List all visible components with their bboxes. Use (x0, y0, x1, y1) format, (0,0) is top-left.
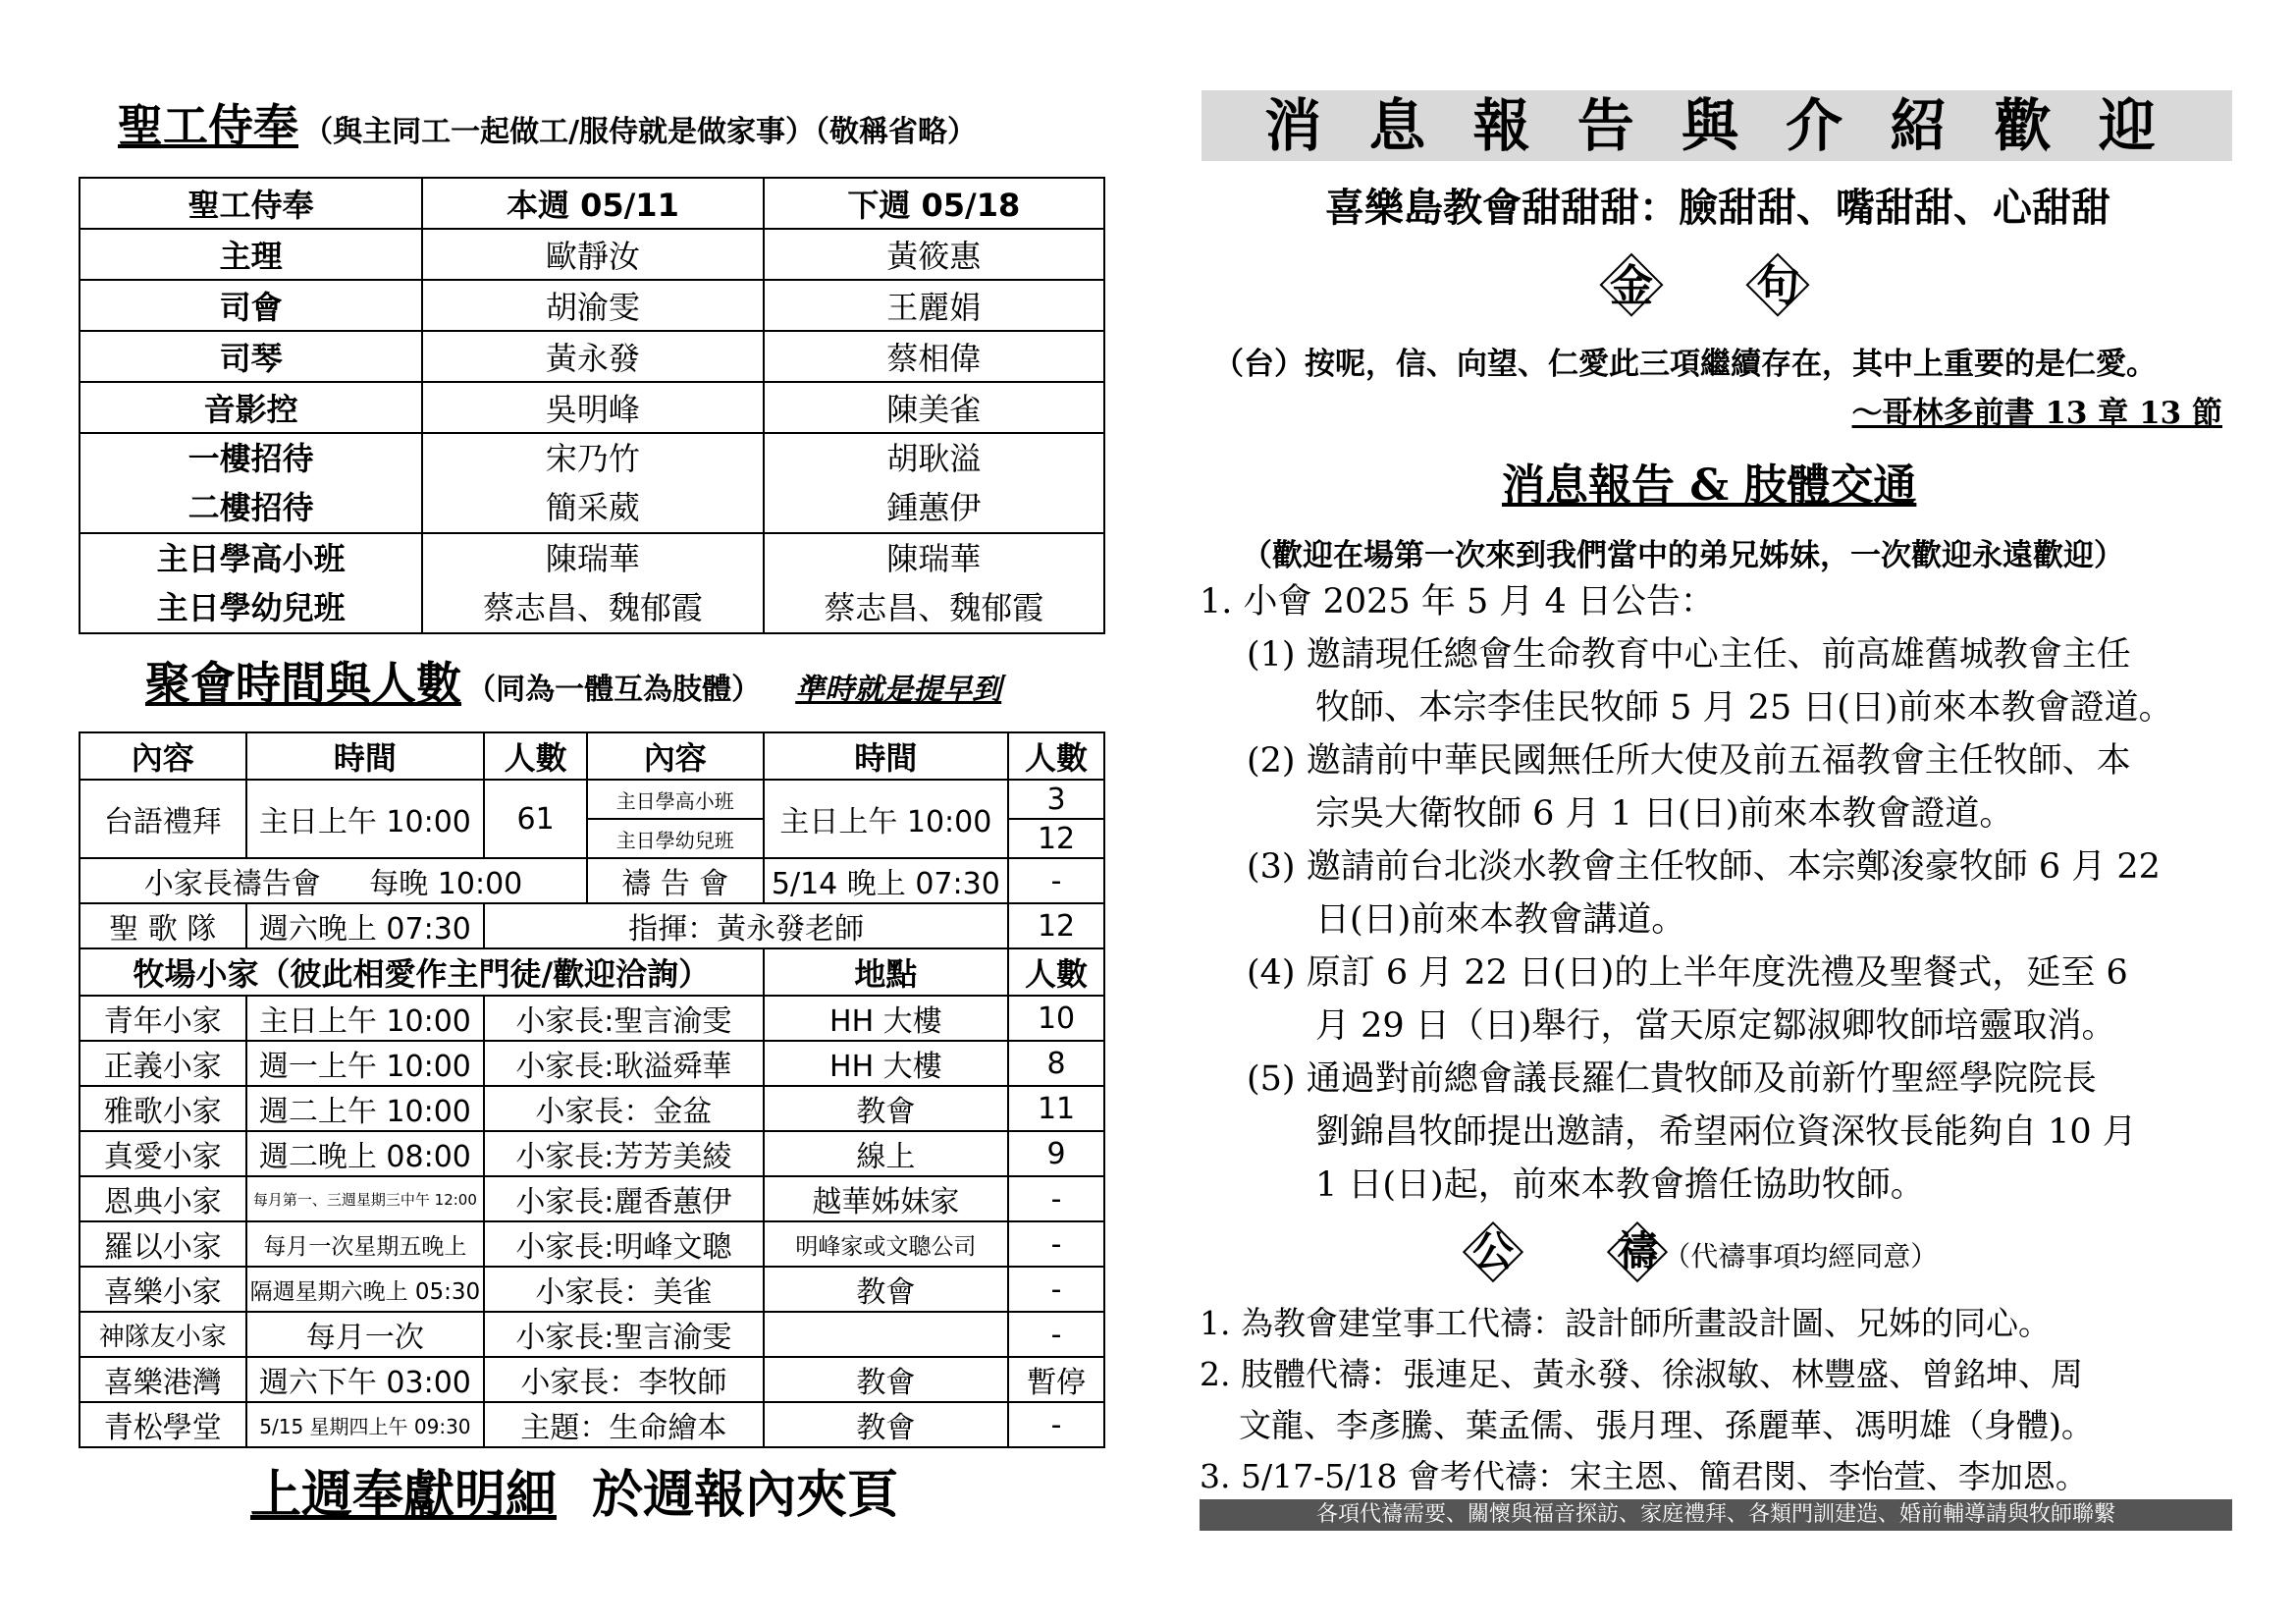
group-time: 週二晚上 08:00 (246, 1131, 485, 1176)
next-week-cell: 黃筱惠 (764, 229, 1104, 280)
meeting-title: 聚會時間與人數 (145, 657, 461, 710)
table-row (80, 1402, 1104, 1447)
verse-title-char: 金 (1610, 250, 1653, 313)
group-leader: 小家長:聖言渝雯 (484, 996, 763, 1041)
group-place: 教會 (764, 1402, 1009, 1447)
meeting-table-header (80, 732, 1104, 780)
group-header-title: 牧場小家（彼此相愛作主門徒/歡迎洽詢） (80, 948, 764, 996)
group-place: 教會 (764, 1267, 1009, 1312)
news-item-line: 1 日(日)起，前來本教會擔任協助牧師。 (1315, 1165, 1925, 1205)
group-name: 羅以小家 (80, 1221, 246, 1267)
prayer-item: 2. 肢體代禱：張連足、黃永發、徐淑敏、林豐盛、曾銘坤、周 (1200, 1355, 2083, 1393)
name-label: 蔡志昌、魏郁霞 (824, 589, 1044, 626)
group-count: - (1008, 1312, 1104, 1357)
table-header-cell: 內容 (587, 732, 764, 780)
meeting-section-header (145, 648, 1001, 713)
verse-text: （台）按呢，信、向望、仁愛此三項繼續存在，其中上重要的是仁愛。 (1213, 347, 2157, 382)
group-header-count: 人數 (1008, 948, 1104, 996)
role-cell: 司琴 (80, 331, 422, 382)
news-item-line: 原訂 6 月 22 日(日)的上半年度洗禮及聖餐式，延至 6 (1306, 953, 2128, 993)
group-count: 暫停 (1008, 1357, 1104, 1402)
group-name: 雅歌小家 (80, 1086, 246, 1131)
news-title: 消息報告 & 肢體交通 (1502, 460, 1917, 511)
news-heading: 1. 小會 2025 年 5 月 4 日公告： (1200, 582, 1715, 622)
group-leader: 小家長：美雀 (484, 1267, 763, 1312)
prayer-meeting-name: 小家長禱告會 (143, 867, 321, 901)
table-row (80, 1041, 1104, 1086)
group-leader: 小家長：金盆 (484, 1086, 763, 1131)
table-row (80, 382, 1104, 433)
table-row (80, 996, 1104, 1041)
table-header-cell: 內容 (80, 732, 246, 780)
news-item-number: (4) (1247, 953, 1296, 993)
prayer-section-header (1472, 1219, 1938, 1278)
group-time: 週一上午 10:00 (246, 1041, 485, 1086)
group-place: HH 大樓 (764, 1041, 1009, 1086)
verse-title (1610, 250, 1799, 313)
table-row (80, 1221, 1104, 1267)
name-label: 蔡志昌、魏郁霞 (482, 589, 703, 626)
group-header-row (80, 948, 1104, 996)
table-row (80, 1267, 1104, 1312)
group-header-place: 地點 (764, 948, 1009, 996)
this-week-cell-pair (422, 533, 763, 633)
service-section-header (118, 90, 977, 155)
meeting-count-cell: - (1008, 858, 1104, 903)
group-count: 10 (1008, 996, 1104, 1041)
group-count: 8 (1008, 1041, 1104, 1086)
name-label: 鍾蕙伊 (886, 489, 982, 526)
group-leader: 小家長:耿溢舜華 (484, 1041, 763, 1086)
next-week-cell-pair (764, 433, 1104, 533)
group-count: - (1008, 1267, 1104, 1312)
news-item (1200, 840, 2240, 947)
name-label: 簡采葳 (545, 489, 640, 526)
meeting-table (79, 731, 1105, 1448)
name-label: 陳瑞華 (886, 540, 982, 577)
group-count: 11 (1008, 1086, 1104, 1131)
table-row (80, 433, 1104, 533)
name-label: 宋乃竹 (545, 440, 640, 477)
meeting-slogan: 準時就是提早到 (795, 673, 1002, 707)
table-row (80, 1131, 1104, 1176)
offering-title: 上週奉獻明細 (250, 1465, 558, 1525)
name-label: 陳瑞華 (545, 540, 640, 577)
role-label: 主日學高小班 (156, 540, 346, 577)
group-place (764, 1312, 1009, 1357)
news-item-number: (5) (1247, 1059, 1296, 1099)
meeting-count-cell: 3 (1008, 780, 1104, 819)
news-item-line: 牧師、本宗李佳民牧師 5 月 25 日(日)前來本教會證道。 (1315, 688, 2173, 728)
role-cell-pair (80, 433, 422, 533)
news-item (1200, 1053, 2240, 1212)
group-place: 線上 (764, 1131, 1009, 1176)
this-week-cell-pair (422, 433, 763, 533)
news-item-line: 劉錦昌牧師提出邀請，希望兩位資深牧長能夠自 10 月 (1315, 1112, 2137, 1152)
prayer-title-char: 公 (1472, 1219, 1514, 1278)
group-count: - (1008, 1176, 1104, 1221)
group-leader: 小家長：李牧師 (484, 1357, 763, 1402)
verse-title-char: 句 (1756, 250, 1799, 313)
role-cell: 司會 (80, 280, 422, 331)
meeting-time-cell: 5/14 晚上 07:30 (764, 858, 1009, 903)
prayer-meeting-time: 每晚 10:00 (369, 867, 523, 901)
group-leader: 小家長:芳芳美綾 (484, 1131, 763, 1176)
choir-leader-cell: 指揮：黃永發老師 (484, 903, 1008, 948)
service-table-header (80, 178, 1104, 229)
group-count: 9 (1008, 1131, 1104, 1176)
role-label: 二樓招待 (187, 489, 314, 526)
group-name: 青松學堂 (80, 1402, 246, 1447)
news-item-line: 通過對前總會議長羅仁貴牧師及前新竹聖經學院院長 (1306, 1059, 2097, 1099)
news-item-line: 邀請現任總會生命教育中心主任、前高雄舊城教會主任 (1306, 635, 2131, 675)
group-leader: 小家長:麗香蕙伊 (484, 1176, 763, 1221)
service-table (79, 177, 1105, 634)
table-row (80, 280, 1104, 331)
this-week-cell: 歐靜汝 (422, 229, 763, 280)
news-item-line: 邀請前台北淡水教會主任牧師、本宗鄭浚豪牧師 6 月 22 (1306, 847, 2161, 887)
role-cell: 音影控 (80, 382, 422, 433)
group-time: 每月一次 (246, 1312, 485, 1357)
group-name: 正義小家 (80, 1041, 246, 1086)
role-label: 一樓招待 (187, 440, 314, 477)
this-week-cell: 吳明峰 (422, 382, 763, 433)
group-place: 教會 (764, 1086, 1009, 1131)
prayer-title-char: 禱 (1617, 1219, 1658, 1278)
group-leader: 主題：生命繪本 (484, 1402, 763, 1447)
table-header-cell: 下週 05/18 (764, 178, 1104, 229)
table-row (80, 1176, 1104, 1221)
table-header-cell: 人數 (484, 732, 587, 780)
next-week-cell: 陳美雀 (764, 382, 1104, 433)
news-item (1200, 628, 2240, 734)
prayer-list (1200, 1298, 2240, 1502)
table-row (80, 1357, 1104, 1402)
meeting-count-cell: 12 (1008, 903, 1104, 948)
group-time: 隔週星期六晚上 05:30 (246, 1267, 485, 1312)
group-name: 真愛小家 (80, 1131, 246, 1176)
table-row (80, 1086, 1104, 1131)
welcome-line: （歡迎在場第一次來到我們當中的弟兄姊妹，一次歡迎永遠歡迎） (1242, 538, 2124, 573)
group-leader: 小家長:聖言渝雯 (484, 1312, 763, 1357)
name-label: 胡耿溢 (886, 440, 982, 477)
table-header-cell: 時間 (764, 732, 1009, 780)
group-place: 教會 (764, 1357, 1009, 1402)
news-item-line: 邀請前中華民國無任所大使及前五福教會主任牧師、本 (1306, 741, 2131, 781)
group-name: 喜樂港灣 (80, 1357, 246, 1402)
prayer-meeting-cell (80, 858, 587, 903)
meeting-sub-cell: 主日學幼兒班 (587, 819, 764, 858)
news-list (1200, 575, 2240, 1212)
group-name: 喜樂小家 (80, 1267, 246, 1312)
this-week-cell: 胡渝雯 (422, 280, 763, 331)
table-row (80, 858, 1104, 903)
news-item-number: (3) (1247, 847, 1296, 887)
offering-note: 於週報內夾頁 (592, 1465, 899, 1525)
news-item-number: (2) (1247, 741, 1296, 781)
group-count: - (1008, 1402, 1104, 1447)
meeting-name-cell: 禱 告 會 (587, 858, 764, 903)
group-time: 5/15 星期四上午 09:30 (246, 1402, 485, 1447)
table-header-cell: 聖工侍奉 (80, 178, 422, 229)
next-week-cell: 王麗娟 (764, 280, 1104, 331)
group-place: 越華姊妹家 (764, 1176, 1009, 1221)
meeting-time-cell: 主日上午 10:00 (764, 780, 1009, 858)
group-name: 青年小家 (80, 996, 246, 1041)
meeting-note: （同為一體互為肢體） (466, 673, 762, 707)
table-header-cell: 本週 05/11 (422, 178, 763, 229)
table-row (80, 903, 1104, 948)
role-label: 主日學幼兒班 (156, 589, 346, 626)
role-cell: 主理 (80, 229, 422, 280)
prayer-item: 3. 5/17-5/18 會考代禱：宋主恩、簡君閔、李怡萱、李加恩。 (1200, 1457, 2088, 1495)
group-name: 恩典小家 (80, 1176, 246, 1221)
table-row (80, 533, 1104, 633)
news-item-number: (1) (1247, 635, 1296, 675)
table-row (80, 780, 1104, 819)
this-week-cell: 黃永發 (422, 331, 763, 382)
offering-line (250, 1453, 898, 1527)
group-time: 週二上午 10:00 (246, 1086, 485, 1131)
church-slogan: 喜樂島教會甜甜甜：臉甜甜、嘴甜甜、心甜甜 (1325, 185, 2110, 231)
contact-footer: 各項代禱需要、關懷與福音探訪、家庭禮拜、各類門訓建造、婚前輔導請與牧師聯繫 (1200, 1499, 2232, 1531)
group-time: 每月第一、三週星期三中午 12:00 (246, 1176, 485, 1221)
news-item-line: 月 29 日（日)舉行，當天原定鄒淑卿牧師培靈取消。 (1315, 1006, 2116, 1046)
prayer-note: （代禱事項均經同意） (1663, 1240, 1939, 1272)
meeting-count-cell: 12 (1008, 819, 1104, 858)
role-cell-pair (80, 533, 422, 633)
news-item (1200, 947, 2240, 1053)
news-banner: 消 息 報 告 與 介 紹 歡 迎 (1201, 90, 2232, 161)
meeting-name-cell: 台語禮拜 (80, 780, 246, 858)
group-place: HH 大樓 (764, 996, 1009, 1041)
service-title: 聖工侍奉 (118, 99, 298, 152)
news-item (1200, 734, 2240, 840)
group-time: 週六下午 03:00 (246, 1357, 485, 1402)
table-row (80, 229, 1104, 280)
news-item-line: 宗吳大衛牧師 6 月 1 日(日)前來本教會證道。 (1315, 794, 2014, 834)
next-week-cell: 蔡相偉 (764, 331, 1104, 382)
meeting-sub-cell: 主日學高小班 (587, 780, 764, 819)
meeting-time-cell: 週六晚上 07:30 (246, 903, 485, 948)
meeting-time-cell: 主日上午 10:00 (246, 780, 485, 858)
group-name: 神隊友小家 (80, 1312, 246, 1357)
group-count: - (1008, 1221, 1104, 1267)
table-row (80, 1312, 1104, 1357)
group-time: 每月一次星期五晚上 (246, 1221, 485, 1267)
group-place: 明峰家或文聰公司 (764, 1221, 1009, 1267)
next-week-cell-pair (764, 533, 1104, 633)
group-time: 主日上午 10:00 (246, 996, 485, 1041)
prayer-item: 文龍、李彥騰、葉孟儒、張月理、孫麗華、馮明雄（身體)。 (1239, 1406, 2094, 1444)
verse-reference: ～哥林多前書 13 章 13 節 (1851, 396, 2222, 431)
group-leader: 小家長:明峰文聰 (484, 1221, 763, 1267)
meeting-name-cell: 聖 歌 隊 (80, 903, 246, 948)
service-note: （與主同工一起做工/服侍就是做家事）（敬稱省略） (303, 115, 978, 149)
prayer-item: 1. 為教會建堂事工代禱：設計師所畫設計圖、兄姊的同心。 (1200, 1304, 2051, 1342)
news-item-line: 日(日)前來本教會講道。 (1315, 900, 1686, 940)
table-header-cell: 時間 (246, 732, 485, 780)
meeting-count-cell: 61 (484, 780, 587, 858)
table-header-cell: 人數 (1008, 732, 1104, 780)
table-row (80, 331, 1104, 382)
